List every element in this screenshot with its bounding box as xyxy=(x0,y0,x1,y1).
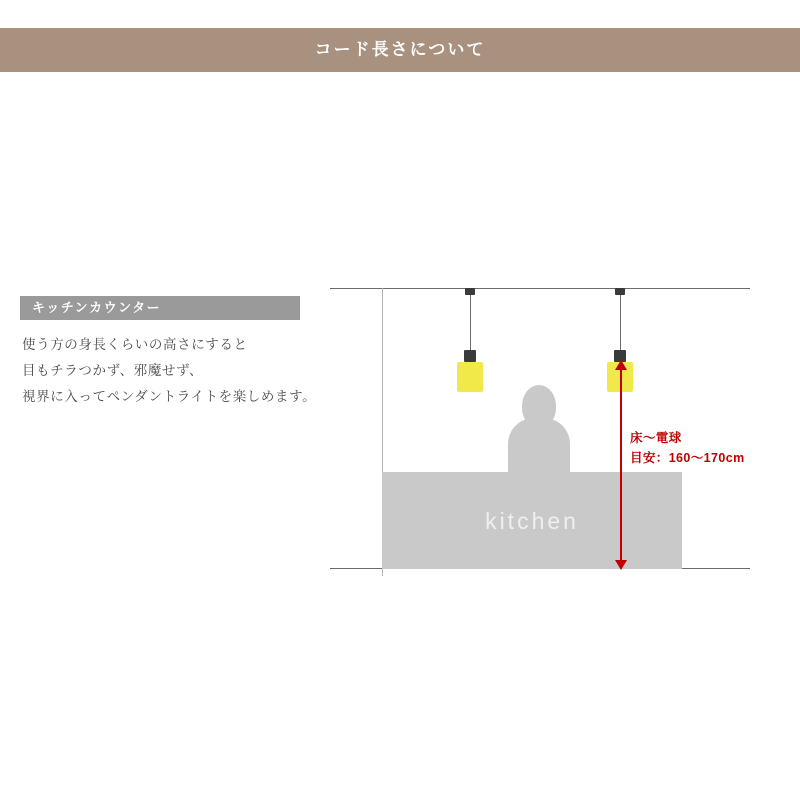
section-label: キッチンカウンター xyxy=(32,300,162,315)
measurement-line xyxy=(620,366,622,566)
description-line-1: 使う方の身長くらいの高さにすると xyxy=(22,337,248,352)
measurement-line-1: 床〜電球 xyxy=(630,431,682,445)
counter-label: kitchen xyxy=(485,508,579,534)
kitchen-diagram xyxy=(330,280,750,580)
lamp-socket-icon xyxy=(464,350,476,362)
ceiling-line xyxy=(330,288,750,289)
description-line-3: 視界に入ってペンダントライトを楽しめます。 xyxy=(22,389,317,404)
page-title: コード長さについて xyxy=(314,40,486,59)
ceiling-mount-icon xyxy=(615,288,625,295)
measurement-arrow-down-icon xyxy=(615,560,627,570)
cord-line xyxy=(470,295,471,358)
cord-line xyxy=(620,295,621,358)
measurement-line-2: 目安：160〜170cm xyxy=(630,451,745,465)
ceiling-mount-icon xyxy=(465,288,475,295)
measurement-annotation xyxy=(630,428,745,468)
lamp-shade-icon xyxy=(457,362,483,392)
person-body xyxy=(508,418,570,480)
description-line-2: 目もチラつかず、邪魔せず、 xyxy=(22,363,204,378)
section-description xyxy=(22,332,352,410)
